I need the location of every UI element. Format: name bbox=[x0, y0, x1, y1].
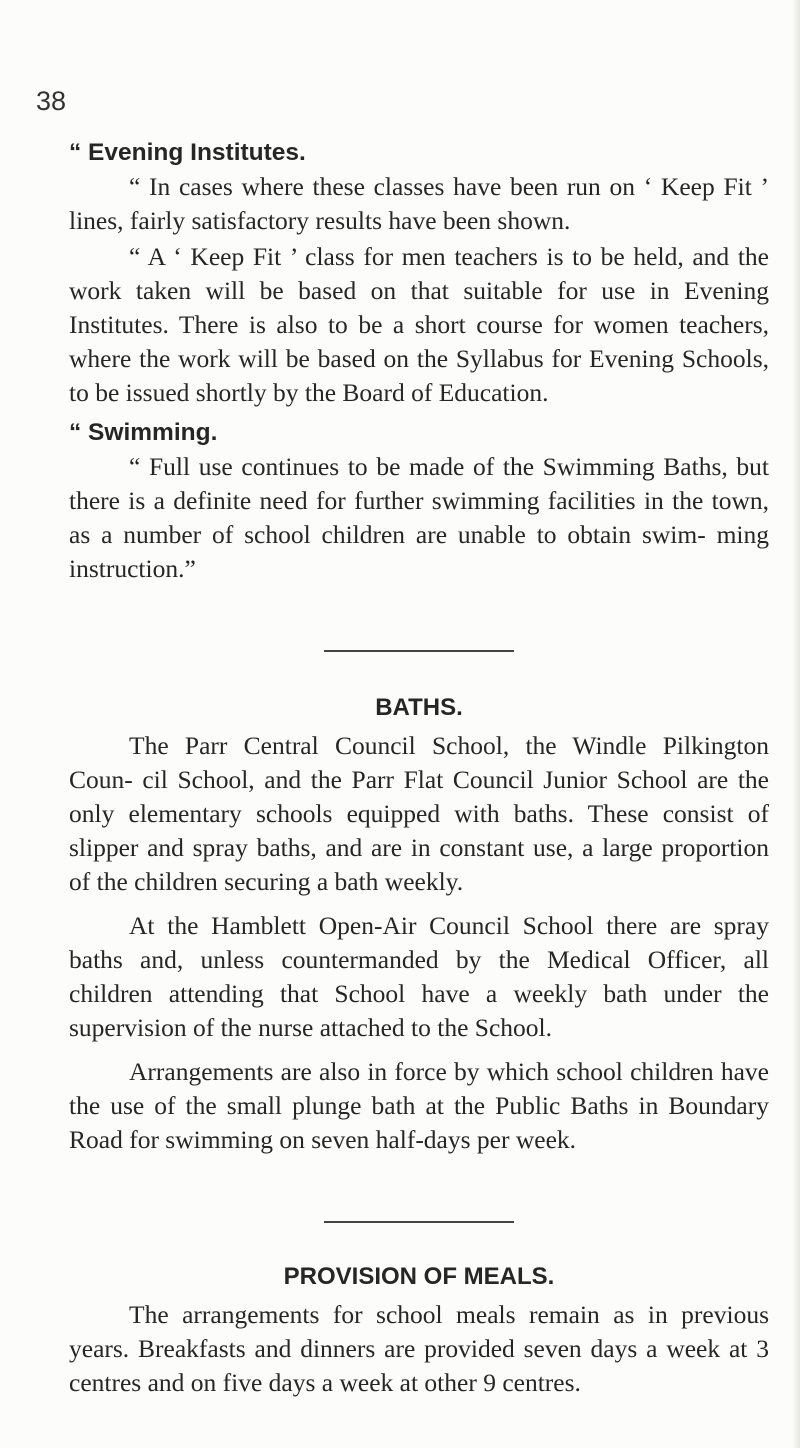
section-divider bbox=[324, 1221, 514, 1223]
evening-paragraph-1: “ In cases where these classes have been run on ‘ Keep Fit ’ lines, fairly satisfactory results have been shown. bbox=[69, 172, 769, 235]
baths-paragraph-1: The Parr Central Council School, the Windle Pilkington Coun- cil School, and the Parr Flat Council Junior School are the only elementary schools equipped with baths. These consist of slipper and spray baths, and are in constant use, a large proportion of the children securing a bath weekly. bbox=[69, 731, 769, 896]
baths-paragraph-3: Arrangements are also in force by which school children have the use of the small plunge bath at the Public Baths in Boundary Road for swimming on seven half-days per week. bbox=[69, 1057, 769, 1154]
swimming-title: “ Swimming. bbox=[69, 419, 218, 446]
provision-of-meals-heading: PROVISION OF MEALS. bbox=[283, 1263, 555, 1290]
evening-paragraph-2: “ A ‘ Keep Fit ’ class for men teachers is to be held, and the work taken will be based on that suitable for use in Evening Institutes. There is also to be a short course for women teachers, where the work will be based on the Syllabus for Evening Schools, to be issued shortly by the Board of Education. bbox=[69, 242, 769, 407]
swimming-paragraph: “ Full use continues to be made of the Swimming Baths, but there is a definite need for further swimming facilities in the town, as a number of school children are unable to obtain swim- ming instruction.” bbox=[69, 452, 769, 583]
page-number: 38 bbox=[36, 86, 67, 116]
baths-heading: BATHS. bbox=[375, 694, 463, 721]
baths-paragraph-2: At the Hamblett Open-Air Council School there are spray baths and, unless countermanded by the Medical Officer, all children attending that School have a weekly bath under the supervision of the nurse attached to the School. bbox=[69, 911, 769, 1042]
section-divider bbox=[324, 650, 514, 652]
page-content bbox=[69, 136, 769, 1400]
evening-institutes-title: “ Evening Institutes. bbox=[69, 139, 306, 166]
page-edge-shadow bbox=[792, 0, 800, 1448]
meals-paragraph: The arrangements for school meals remain as in previous years. Breakfasts and dinners are provided seven days a week at 3 centres and on five days a week at other 9 centres. bbox=[69, 1300, 769, 1397]
